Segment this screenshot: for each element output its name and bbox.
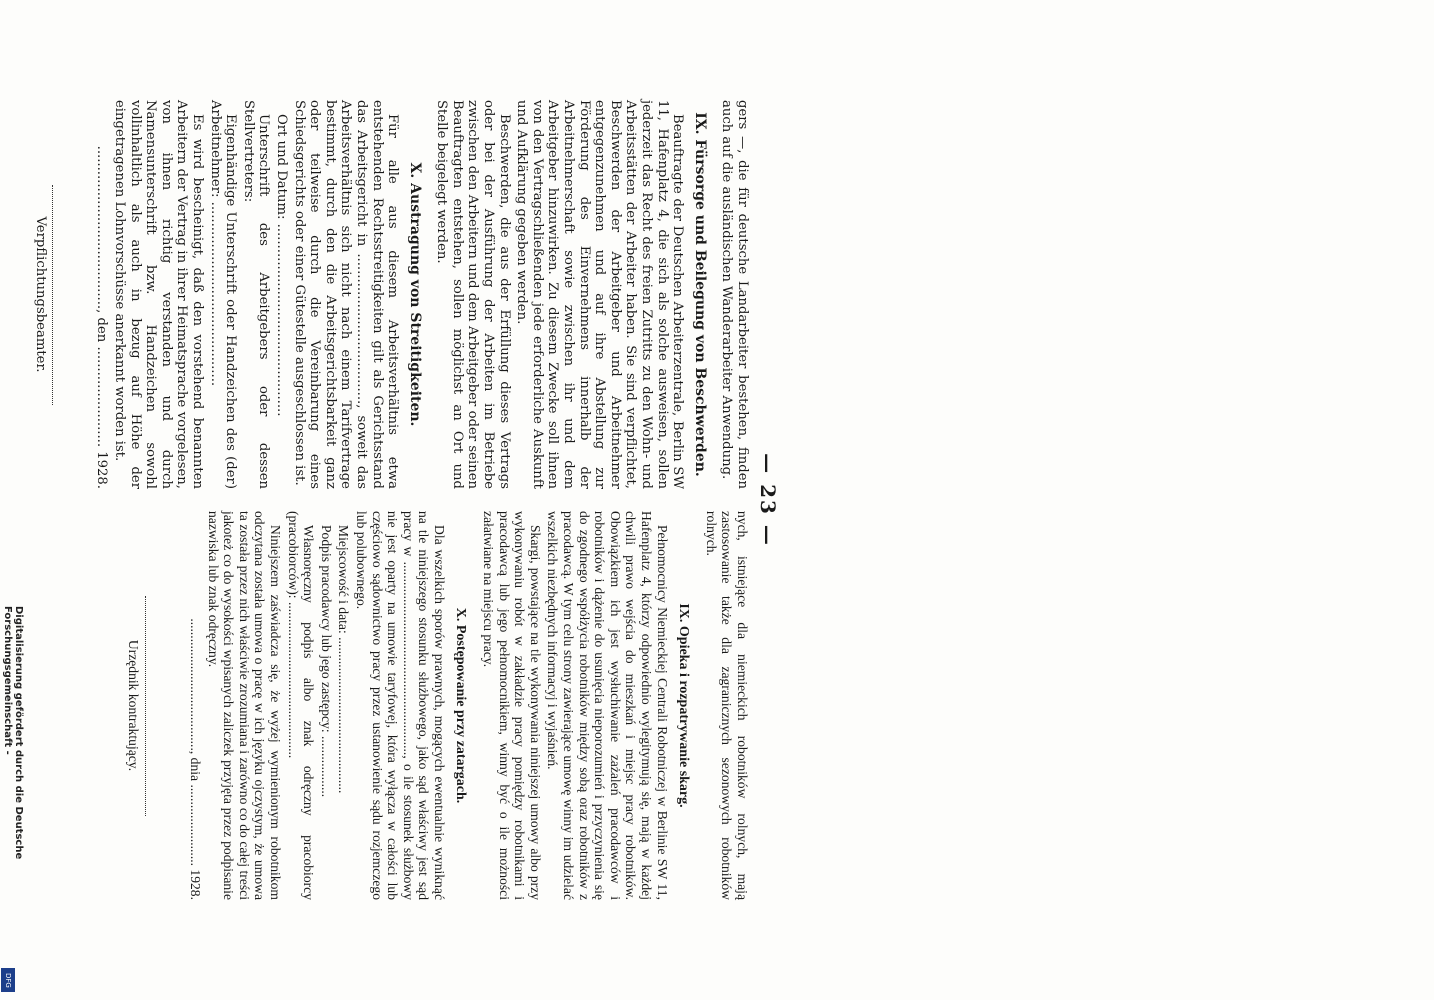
polish-paragraph-x: Dla wszelkich sporów prawnych, mogących ewentualnie wyniknąć na tle niniejszego stosunku służbowego, jako sąd właściwy jest sąd pracy w ........................................................., o ile stosunek służbowy nie jest oparty na umowie taryfowej, która wyłącza w całości lub częściowo sądownictwo pracy przez ustanowienie sądu rozjemczego lub polubownego. (353, 511, 447, 900)
german-intro: gers —, die für deutsche Landarbeiter bestehen, finden auch auf die ausländischen Wanderarbeiter Anwendung. (719, 100, 750, 489)
polish-heading-x: X. Postępowanie przy zatargach. (453, 607, 469, 804)
german-paragraph-x: Für alle aus diesem Arbeitsverhältnis etwa entstehenden Rechtsstreitigkeiten gilt als Gerichtsstand das Arbeitsgericht in ...................................., soweit das Arbeitsverhältnis sich nicht nach einem Tarifvertrage bestimmt, durch den die Arbeitsgerichtsbarkeit ganz oder teilweise durch die Vereinbarung eines Schiedsgerichts oder einer Gütestelle ausgeschlossen ist. (291, 100, 401, 489)
german-worker-signature-field: Eigenhändige Unterschrift oder Handzeichen des (der) Arbeitnehmer: ............................................ (207, 100, 239, 489)
german-heading-ix: IX. Fürsorge und Beilegung von Beschwerden. (691, 112, 708, 477)
german-signature-rule (52, 185, 54, 405)
digitization-credit: Digitalisierung gefördert durch die Deutsche Forschungsgemeinschaft - (2, 606, 24, 860)
polish-signature-rule (145, 596, 147, 816)
polish-worker-signature-field: Własnoręczny podpis albo znak odręczny pracobiorcy (pracobiorców): .............................................. (285, 511, 317, 900)
page-number: — 23 — (756, 453, 780, 547)
polish-heading-ix: IX. Opieka i rozpatrywanie skarg. (676, 603, 692, 808)
polish-officer-label: Urzędnik kontraktujący. (126, 639, 142, 772)
german-certification: Es wird bescheinigt, daß den vorstehend benannten Arbeitern der Vertrag in ihrer Heimatsprache vorgelesen, von ihnen richtig verstanden und durch Namensunterschrift bzw. Handzeichen sowohl vollinhaltlich als auch in bezug auf Höhe der eingetragenen Lohnvorschüsse anerkannt worden ist. (112, 100, 205, 489)
polish-column (0, 511, 750, 900)
polish-certification: Niniejszem zaświadcza się, że wyżej wymienionym robotnikom odczytana została umowa o pracę w ich języku ojczystym, że umowa ta została przez nich właściwie zrozumiana i zarówno co do całej treści jakoteż co do wysokości wpisanych zaliczek przyjęta przez podpisanie nazwiska lub znak odręczny. (205, 511, 283, 900)
dfg-logo-icon: DFG (1, 968, 15, 992)
bilingual-columns (0, 100, 750, 900)
german-column (0, 100, 750, 489)
polish-paragraph-ix-b: Skargi, powstające na tle wykonywania niniejszej umowy albo przy wykonywaniu robót w zakładzie pracy pomiędzy robotnikami i pracodawcą lub jego pełnomocnikiem, winny być o ile możności załatwiane na miejscu pracy. (481, 511, 543, 900)
german-place-date-field: Ort und Datum: .............................................. (273, 114, 289, 417)
german-officer-label: Verpflichtungsbeamter. (32, 216, 48, 373)
polish-employer-signature-field: Podpis pracodawcy lub jego zastępcy: .................. (318, 525, 334, 798)
polish-paragraph-ix-a: Pełnomocnicy Niemieckiej Centrali Robotniczej w Berlinie SW 11, Hafenplatz 4, którzy odpowiednio wylegitymują się, mają w każdej chwili prawo wejścia do mieszkań i miejsc pracy robotników. Obowiązkiem ich jest wysłuchiwanie zażaleń pracodawców i robotników i dążenie do usunięcia nieporozumień i przyczynienia się do zgodnego współżycia robotników między sobą oraz robotników z pracodawcą. W tym celu strony zawierające umowę winny im udzielać wszelkich niezbędnych informacyj i wyjaśnień. (545, 511, 670, 900)
polish-date-line: ......................................., dnia ........................ 1928. (188, 618, 203, 900)
german-paragraph-ix-b: Beschwerden, die aus der Erfüllung dieses Vertrags oder bei der Ausführung der Arbeiten im Betriebe zwischen den Arbeitern und dem Arbeitgeber oder seinen Beauftragten entstehen, sollen möglichst an Ort und Stelle beigelegt werden. (434, 100, 512, 489)
german-paragraph-ix-a: Beauftragte der Deutschen Arbeiterzentrale, Berlin SW 11, Hafenplatz 4, die sich als solche ausweisen, sollen jederzeit das Recht des freien Zutritts zu den Wohn- und Arbeitsstätten der Arbeiter haben. Sie sind verpflichtet, Beschwerden der Arbeitgeber und Arbeitnehmer entgegenzunehmen und auf ihre Abstellung zur Förderung des Einvernehmens innerhalb der Arbeitnehmerschaft sowie zwischen ihr und dem Arbeitgeber hinzuwirken. Zu diesem Zwecke soll ihnen von den Vertragschließenden jede erforderliche Auskunft und Aufklärung gegeben werden. (514, 100, 686, 489)
polish-place-date-field: Miejscowość i data: .............................................. (336, 525, 352, 794)
german-date-line: ......................................., den ........................ 1928. (94, 145, 110, 489)
polish-intro: nych, istniejące dla niemieckich robotników rolnych, mają zastosowanie także dla zagranicznych sezonowych robotników rolnych. (703, 511, 750, 900)
document-page (0, 80, 780, 920)
german-heading-x: X. Austragung von Streitigkeiten. (406, 162, 423, 427)
german-employer-signature-field: Unterschrift des Arbeitgebers oder dessen Stellvertreters: (240, 100, 272, 489)
